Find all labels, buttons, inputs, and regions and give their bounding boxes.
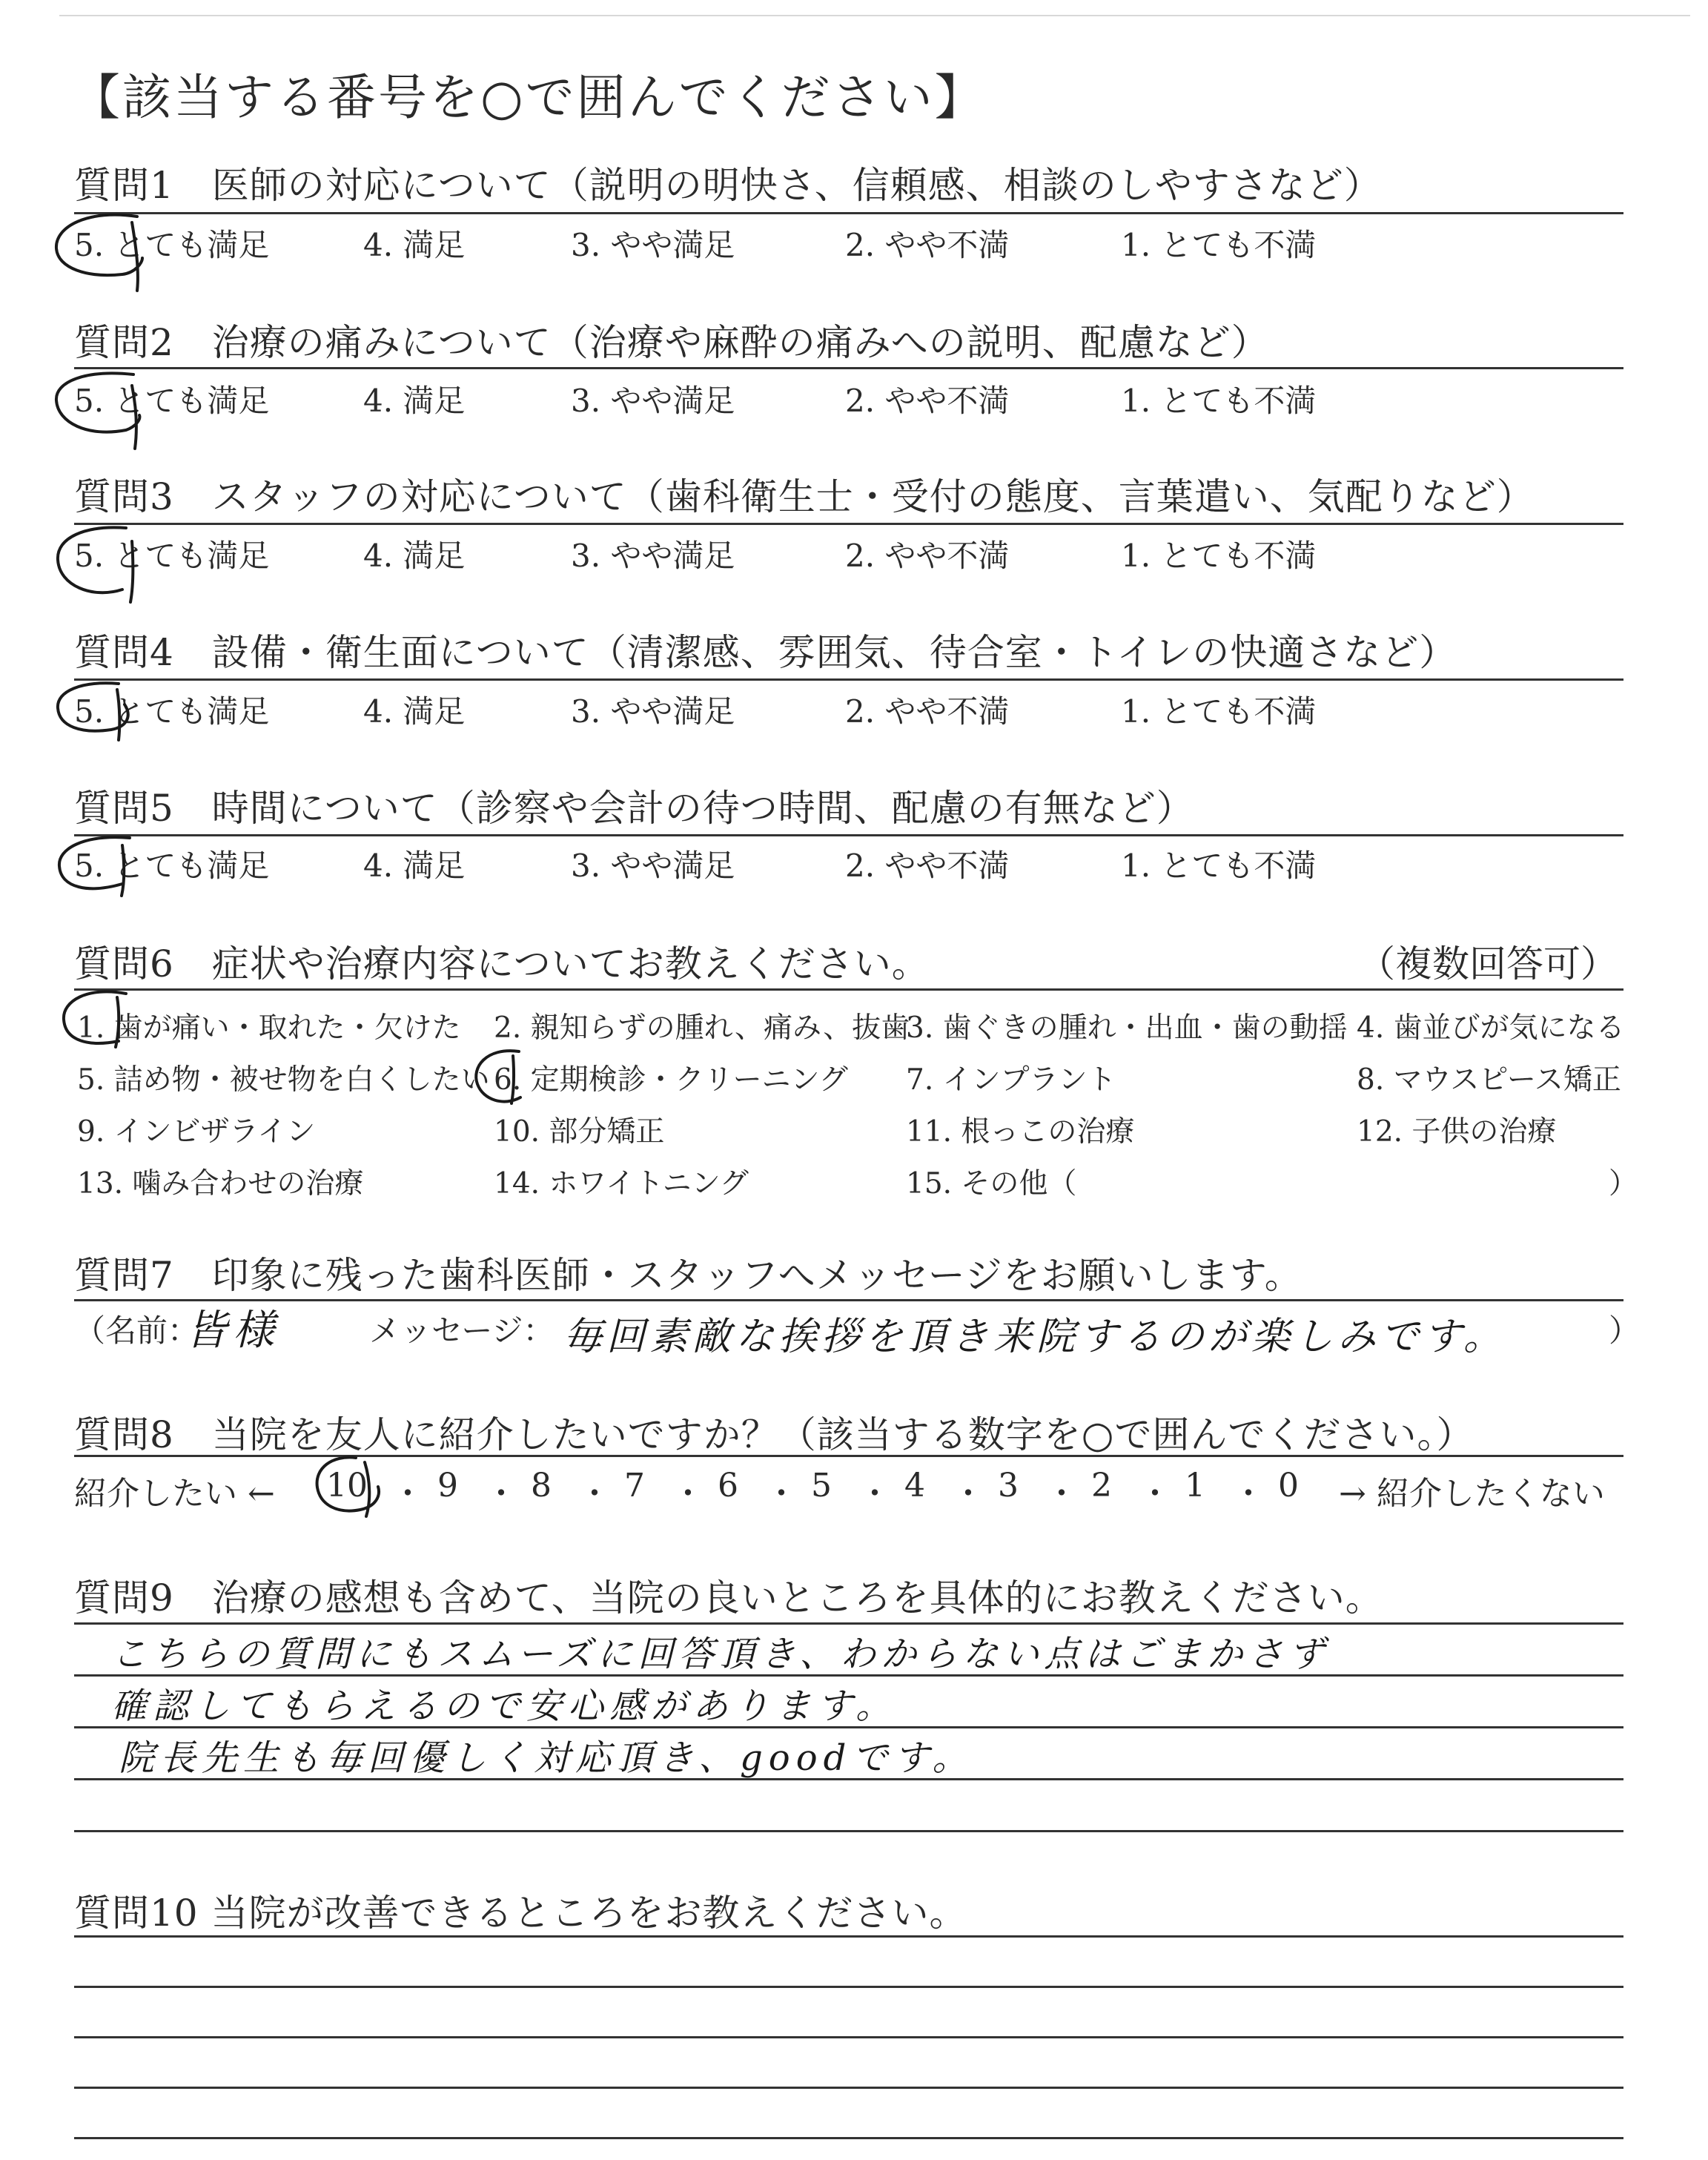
q2-option-2[interactable]: 2. やや不満 [845, 383, 1010, 419]
q8-scale-1[interactable]: 1 [1185, 1467, 1205, 1505]
q6-option-5[interactable]: 5. 詰め物・被せ物を白くしたい [77, 1063, 490, 1097]
q8-scale-5[interactable]: 5 [811, 1467, 832, 1505]
q10-answer-line [74, 1986, 1623, 1988]
question-4-title: 質問4 設備・衛生面について（清潔感、雰囲気、待合室・トイレの快適さなど） [74, 631, 1457, 674]
q8-right-label: → 紹介したくない [1339, 1475, 1605, 1513]
question-9-title: 質問9 治療の感想も含めて、当院の良いところを具体的にお教えください。 [74, 1576, 1383, 1619]
q8-left-label: 紹介したい ← [74, 1475, 275, 1513]
q6-option-9[interactable]: 9. インビザライン [77, 1115, 316, 1149]
q7-close-paren: ） [1609, 1312, 1641, 1349]
q4-option-1[interactable]: 1. とても不満 [1121, 693, 1317, 730]
q8-scale-10[interactable]: 10 [326, 1467, 368, 1505]
q8-scale-sep: ・ [578, 1475, 611, 1513]
question-2-rule [74, 367, 1623, 369]
q7-name-label: （名前： [74, 1312, 199, 1349]
q6-option-11[interactable]: 11. 根っこの治療 [906, 1115, 1135, 1149]
q10-answer-line [74, 1935, 1623, 1938]
q6-option-14[interactable]: 14. ホワイトニング [494, 1167, 749, 1200]
top-border [59, 15, 1690, 16]
q9-handwritten-line-2: 確認してもらえるので安心感があります。 [111, 1685, 898, 1727]
q2-option-5[interactable]: 5. とても満足 [74, 383, 270, 419]
q8-scale-sep: ・ [1232, 1475, 1265, 1513]
q5-option-4[interactable]: 4. 満足 [363, 848, 466, 884]
q6-option-13[interactable]: 13. 噛み合わせの治療 [77, 1167, 364, 1200]
q8-scale-sep: ・ [1139, 1475, 1171, 1513]
q7-name-handwritten: 皆様 [185, 1307, 280, 1355]
q8-scale-4[interactable]: 4 [904, 1467, 925, 1505]
q8-scale-0[interactable]: 0 [1278, 1467, 1299, 1505]
q9-answer-line [74, 1830, 1623, 1832]
question-5-title: 質問5 時間について（診察や会計の待つ時間、配慮の有無など） [74, 787, 1194, 830]
question-1-title: 質問1 医師の対応について（説明の明快さ、信頼感、相談のしやすさなど） [74, 164, 1382, 207]
q1-option-3[interactable]: 3. やや満足 [571, 227, 735, 263]
q1-option-5[interactable]: 5. とても満足 [74, 227, 270, 263]
q9-handwritten-line-1: こちらの質問にもスムーズに回答頂き、わからない点はごまかさず [111, 1634, 1330, 1675]
q7-message-label: メッセージ： [369, 1312, 555, 1349]
q3-option-1[interactable]: 1. とても不満 [1121, 538, 1317, 574]
q8-scale-sep: ・ [672, 1475, 704, 1513]
q9-answer-line [74, 1622, 1623, 1625]
q8-scale-sep: ・ [1045, 1475, 1078, 1513]
q8-scale-sep: ・ [485, 1475, 517, 1513]
q3-option-2[interactable]: 2. やや不満 [845, 538, 1010, 574]
q8-scale-7[interactable]: 7 [624, 1467, 645, 1505]
q8-scale-3[interactable]: 3 [998, 1467, 1019, 1505]
q2-option-3[interactable]: 3. やや満足 [571, 383, 735, 419]
question-7-rule [74, 1299, 1623, 1301]
question-8-title: 質問8 当院を友人に紹介したいですか？（該当する数字を○で囲んでください。） [74, 1413, 1474, 1456]
question-10-title: 質問10 当院が改善できるところをお教えください。 [74, 1892, 967, 1935]
q6-option-12[interactable]: 12. 子供の治療 [1357, 1115, 1557, 1149]
q2-option-1[interactable]: 1. とても不満 [1121, 383, 1317, 419]
q7-message-handwritten: 毎回素敵な挨拶を頂き来院するのが楽しみです。 [563, 1315, 1506, 1359]
q8-scale-sep: ・ [952, 1475, 984, 1513]
q8-scale-9[interactable]: 9 [437, 1467, 458, 1505]
q4-option-5[interactable]: 5. とても満足 [74, 693, 270, 730]
q1-option-2[interactable]: 2. やや不満 [845, 227, 1010, 263]
q8-scale-8[interactable]: 8 [531, 1467, 552, 1505]
q6-option-7[interactable]: 7. インプラント [906, 1063, 1116, 1097]
question-5-rule [74, 834, 1623, 836]
q8-scale-sep: ・ [858, 1475, 891, 1513]
question-3-title: 質問3 スタッフの対応について（歯科衛生士・受付の態度、言葉遣い、気配りなど） [74, 475, 1535, 518]
q6-option-8[interactable]: 8. マウスピース矯正 [1357, 1063, 1621, 1097]
q10-answer-line [74, 2087, 1623, 2089]
question-6-title: 質問6 症状や治療内容についてお教えください。 [74, 942, 930, 985]
q3-option-3[interactable]: 3. やや満足 [571, 538, 735, 574]
q1-option-4[interactable]: 4. 満足 [363, 227, 466, 263]
question-7-title: 質問7 印象に残った歯科医師・スタッフへメッセージをお願いします。 [74, 1254, 1302, 1297]
q6-option-15[interactable]: 15. その他（ [906, 1167, 1077, 1200]
q6-option-10[interactable]: 10. 部分矯正 [494, 1115, 665, 1149]
q6-option-2[interactable]: 2. 親知らずの腫れ、痛み、抜歯 [494, 1011, 910, 1045]
q4-option-2[interactable]: 2. やや不満 [845, 693, 1010, 730]
q6-option-3[interactable]: 3. 歯ぐきの腫れ・出血・歯の動揺 [906, 1011, 1348, 1045]
q1-option-1[interactable]: 1. とても不満 [1121, 227, 1317, 263]
q3-option-5[interactable]: 5. とても満足 [74, 538, 270, 574]
q8-scale-sep: ・ [391, 1475, 424, 1513]
q4-option-4[interactable]: 4. 満足 [363, 693, 466, 730]
q9-handwritten-line-3: 院長先生も毎回優しく対応頂き、goodです。 [119, 1737, 974, 1779]
q8-scale-6[interactable]: 6 [718, 1467, 738, 1505]
q5-option-1[interactable]: 1. とても不満 [1121, 848, 1317, 884]
question-1-rule [74, 212, 1623, 214]
q2-option-4[interactable]: 4. 満足 [363, 383, 466, 419]
q4-option-3[interactable]: 3. やや満足 [571, 693, 735, 730]
q3-option-4[interactable]: 4. 満足 [363, 538, 466, 574]
q8-scale-2[interactable]: 2 [1091, 1467, 1112, 1505]
question-6-rule [74, 988, 1623, 991]
q6-option-4[interactable]: 4. 歯並びが気になる [1357, 1011, 1625, 1045]
question-4-rule [74, 678, 1623, 681]
q5-option-2[interactable]: 2. やや不満 [845, 848, 1010, 884]
q6-option-15-close-paren: ） [1609, 1167, 1638, 1200]
q10-answer-line [74, 2036, 1623, 2038]
q5-option-5[interactable]: 5. とても満足 [74, 848, 270, 884]
q5-option-3[interactable]: 3. やや満足 [571, 848, 735, 884]
question-3-rule [74, 523, 1623, 525]
q6-option-1[interactable]: 1. 歯が痛い・取れた・欠けた [77, 1011, 461, 1045]
q6-option-6[interactable]: 6. 定期検診・クリーニング [494, 1063, 848, 1097]
question-6-note: （複数回答可） [1358, 942, 1618, 985]
q10-answer-line [74, 2137, 1623, 2139]
instruction-header: 【該当する番号を○で囲んでください】 [71, 69, 986, 126]
question-8-rule [74, 1455, 1623, 1457]
question-2-title: 質問2 治療の痛みについて（治療や麻酔の痛みへの説明、配慮など） [74, 321, 1269, 364]
q8-scale-sep: ・ [765, 1475, 798, 1513]
